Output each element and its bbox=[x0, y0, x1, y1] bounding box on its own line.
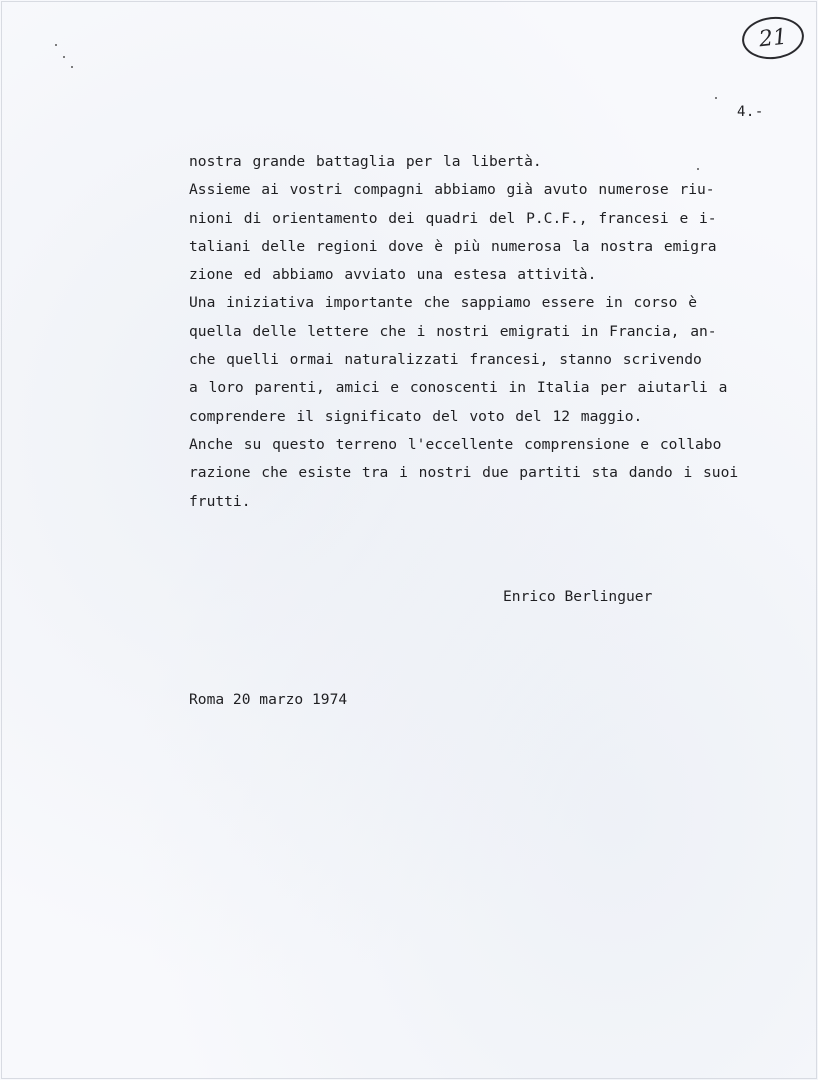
body-line: taliani delle regioni dove è più numerosa la nostra emigra bbox=[189, 237, 717, 255]
body-line: zione ed abbiamo avviato una estesa attività. bbox=[189, 266, 597, 284]
ink-speck bbox=[71, 66, 73, 68]
archive-number-stamp bbox=[740, 14, 806, 62]
page-number: 4.- bbox=[737, 104, 764, 120]
body-line: comprendere il significato del voto del 12 maggio. bbox=[189, 407, 643, 425]
archive-number: 21 bbox=[757, 24, 789, 52]
body-line: frutti. bbox=[189, 492, 251, 510]
body-line: nostra grande battaglia per la libertà. bbox=[189, 153, 542, 170]
ink-speck bbox=[715, 97, 717, 99]
ink-speck bbox=[63, 56, 65, 58]
signature: Enrico Berlinguer bbox=[503, 588, 653, 605]
body-line: razione che esiste tra i nostri due partiti sta dando i suoi bbox=[189, 464, 739, 482]
body-line: Una iniziativa importante che sappiamo essere in corso è bbox=[189, 294, 698, 312]
body-line: quella delle lettere che i nostri emigrati in Francia, an- bbox=[189, 322, 717, 340]
letter-body bbox=[189, 148, 787, 516]
body-line: a loro parenti, amici e conoscenti in Italia per aiutarli a bbox=[189, 379, 728, 397]
body-line: Assieme ai vostri compagni abbiamo già avuto numerose riu- bbox=[189, 181, 715, 199]
body-line: nioni di orientamento dei quadri del P.C.F., francesi e i- bbox=[189, 209, 717, 227]
place-date: Roma 20 marzo 1974 bbox=[189, 691, 348, 708]
ink-speck bbox=[55, 44, 57, 46]
body-line: che quelli ormai naturalizzati francesi, stanno scrivendo bbox=[189, 351, 702, 369]
body-line: Anche su questo terreno l'eccellente comprensione e collabo bbox=[189, 435, 722, 453]
